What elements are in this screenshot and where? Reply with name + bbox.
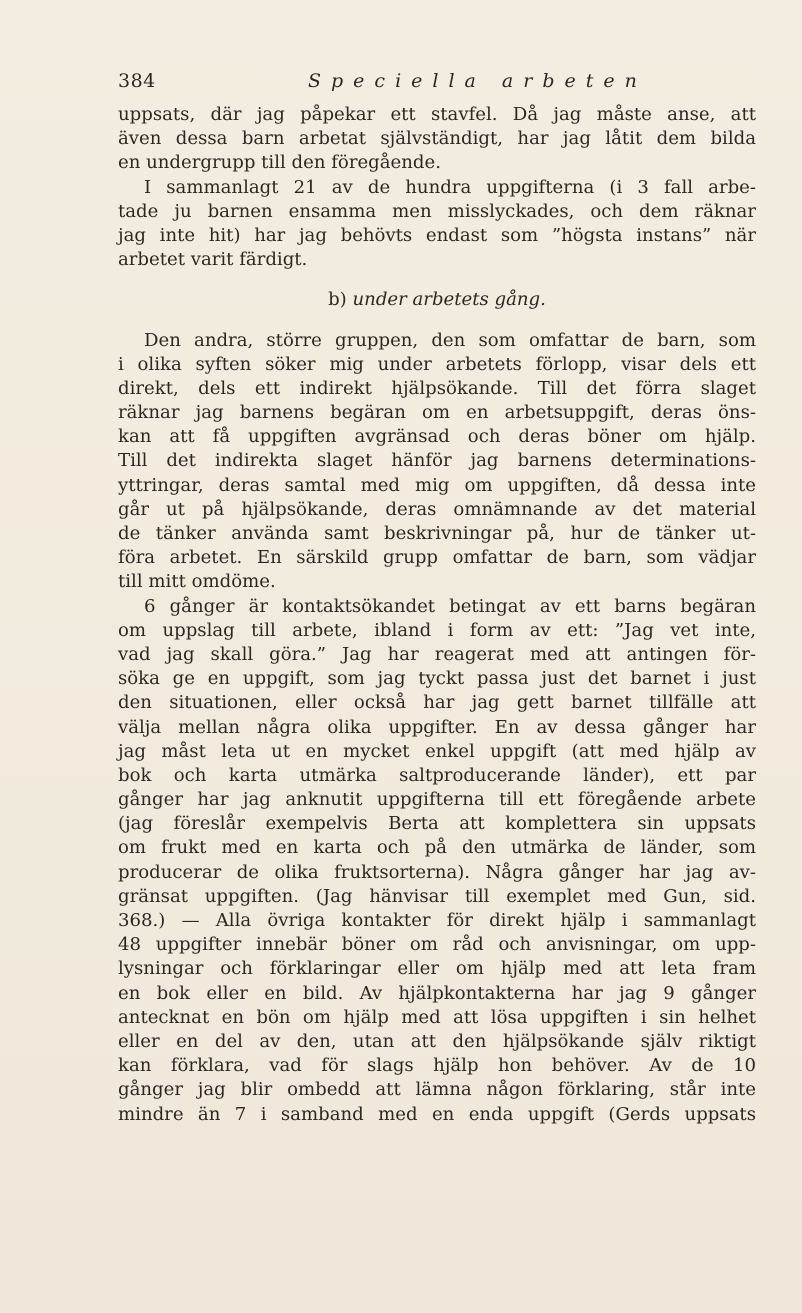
text-line: i olika syften söker mig under arbetets förlopp, visar dels ett bbox=[118, 353, 756, 375]
text-line: jag inte hit) har jag behövts endast som ”högsta instans” när bbox=[118, 224, 756, 246]
text-line: 368.) — Alla övriga kontakter för direkt hjälp i sammanlagt bbox=[118, 910, 756, 931]
text-line: en undergrupp till den föregående. bbox=[118, 152, 441, 174]
text-line: mindre än 7 i samband med en enda uppgift (Gerds uppsats bbox=[118, 1103, 756, 1125]
text-line: arbetet varit färdigt. bbox=[118, 249, 308, 271]
page-number: 384 bbox=[118, 70, 156, 92]
text-line: eller en del av den, utan att den hjälpsökande själv riktigt bbox=[118, 1030, 756, 1052]
paragraph-1 bbox=[118, 103, 756, 176]
text-line: om uppslag till arbete, ibland i form av ett: ”Jag vet inte, bbox=[118, 619, 756, 641]
text-line: kan att få uppgiften avgränsad och deras böner om hjälp. bbox=[118, 426, 756, 448]
section-heading-prefix: b) bbox=[328, 289, 347, 311]
paragraph-2 bbox=[118, 176, 756, 273]
text-line: de tänker använda samt beskrivningar på, hur de tänker ut- bbox=[118, 523, 756, 544]
page-header bbox=[118, 66, 758, 96]
text-line: välja mellan några olika uppgifter. En av dessa gånger har bbox=[118, 716, 756, 738]
text-line: söka ge en uppgift, som jag tyckt passa just det barnet i just bbox=[118, 668, 756, 690]
text-line: uppsats, där jag påpekar ett stavfel. Då jag måste anse, att bbox=[118, 104, 756, 125]
text-line: 6 gånger är kontaktsökandet betingat av ett barns begäran bbox=[144, 595, 756, 617]
paragraph-4 bbox=[118, 595, 756, 1127]
text-line: lysningar och förklaringar eller om hjälp med att leta fram bbox=[118, 958, 756, 980]
text-line: även dessa barn arbetat självständigt, har jag låtit dem bilda bbox=[118, 128, 756, 150]
text-line: tade ju barnen ensamma men misslyckades, och dem räknar bbox=[118, 200, 756, 222]
text-line: Till det indirekta slaget hänför jag barnens determinations- bbox=[118, 450, 756, 472]
text-line: räknar jag barnens begäran om en arbetsuppgift, deras öns- bbox=[118, 402, 756, 424]
text-line: direkt, dels ett indirekt hjälpsökande. Till det förra slaget bbox=[118, 377, 756, 399]
text-line: I sammanlagt 21 av de hundra uppgifterna (i 3 fall arbe- bbox=[144, 176, 756, 198]
section-heading bbox=[118, 288, 756, 312]
text-line: gränsat uppgiften. (Jag hänvisar till exemplet med Gun, sid. bbox=[118, 885, 756, 907]
text-line: Den andra, större gruppen, den som omfattar de barn, som bbox=[144, 329, 756, 351]
text-line: antecknat en bön om hjälp med att lösa uppgiften i sin helhet bbox=[118, 1006, 756, 1028]
text-line: jag måst leta ut en mycket enkel uppgift (att med hjälp av bbox=[118, 740, 756, 762]
text-line: producerar de olika fruktsorterna). Några gånger har jag av- bbox=[118, 861, 756, 883]
paragraph-3 bbox=[118, 329, 756, 595]
text-line: en bok eller en bild. Av hjälpkontakterna har jag 9 gånger bbox=[118, 982, 756, 1004]
text-line: om frukt med en karta och på den utmärka de länder, som bbox=[118, 837, 756, 859]
text-line: går ut på hjälpsökande, deras omnämnande av det material bbox=[118, 498, 756, 520]
text-line: 48 uppgifter innebär böner om råd och anvisningar, om upp- bbox=[118, 934, 756, 956]
text-line: yttringar, deras samtal med mig om uppgiften, då dessa inte bbox=[118, 474, 756, 496]
text-line: den situationen, eller också har jag gett barnet tillfälle att bbox=[118, 692, 756, 714]
running-head: Speciella arbeten bbox=[308, 70, 647, 92]
text-line: gånger har jag anknutit uppgifterna till ett föregående arbete bbox=[118, 789, 756, 811]
text-line: gånger jag blir ombedd att lämna någon förklaring, står inte bbox=[118, 1079, 756, 1101]
text-line: bok och karta utmärka saltproducerande länder), ett par bbox=[118, 764, 756, 786]
text-line: kan förklara, vad för slags hjälp hon behöver. Av de 10 bbox=[118, 1055, 756, 1077]
body-text bbox=[118, 103, 756, 1127]
section-heading-title: under arbetets gång. bbox=[352, 289, 546, 311]
text-line: vad jag skall göra.” Jag har reagerat med att antingen för- bbox=[118, 643, 756, 665]
text-line: till mitt omdöme. bbox=[118, 571, 276, 593]
text-line: föra arbetet. En särskild grupp omfattar de barn, som vädjar bbox=[118, 547, 756, 569]
text-line: (jag föreslår exempelvis Berta att komplettera sin uppsats bbox=[118, 813, 756, 835]
